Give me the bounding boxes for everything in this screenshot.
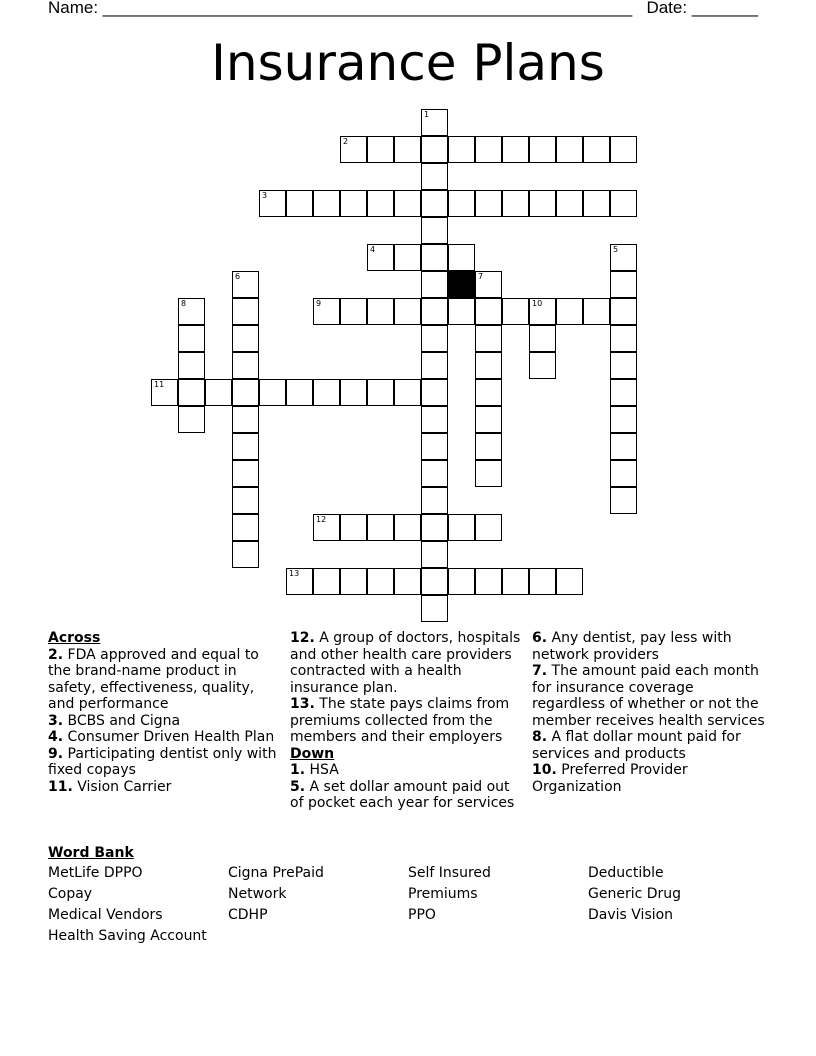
crossword-cell[interactable] [610, 460, 637, 487]
crossword-cell[interactable] [313, 379, 340, 406]
crossword-cell[interactable] [421, 190, 448, 217]
word-bank-item: MetLife DPPO [48, 865, 143, 881]
crossword-cell[interactable] [610, 325, 637, 352]
crossword-cell[interactable] [421, 406, 448, 433]
crossword-cell[interactable] [313, 568, 340, 595]
crossword-cell[interactable] [178, 379, 205, 406]
crossword-cell[interactable] [340, 190, 367, 217]
crossword-cell[interactable] [610, 244, 637, 271]
crossword-cell[interactable] [394, 298, 421, 325]
crossword-cell[interactable] [151, 379, 178, 406]
crossword-cell[interactable] [529, 136, 556, 163]
crossword-cell[interactable] [421, 460, 448, 487]
crossword-cell[interactable] [394, 136, 421, 163]
crossword-cell[interactable] [178, 298, 205, 325]
crossword-cell[interactable] [502, 568, 529, 595]
crossword-cell[interactable] [367, 244, 394, 271]
crossword-cell[interactable] [529, 325, 556, 352]
word-bank-item: Medical Vendors [48, 907, 163, 923]
clue-column-1 [48, 630, 280, 795]
crossword-cell[interactable] [232, 433, 259, 460]
crossword-cell[interactable] [394, 244, 421, 271]
crossword-cell[interactable] [448, 514, 475, 541]
crossword-cell[interactable] [475, 379, 502, 406]
word-bank-item: Cigna PrePaid [228, 865, 324, 881]
crossword-cell[interactable] [232, 460, 259, 487]
crossword-cell[interactable] [610, 487, 637, 514]
crossword-cell[interactable] [421, 379, 448, 406]
crossword-cell[interactable] [421, 514, 448, 541]
crossword-cell[interactable] [475, 514, 502, 541]
crossword-cell[interactable] [421, 487, 448, 514]
crossword-cell[interactable] [448, 298, 475, 325]
cell-number: 3 [262, 191, 268, 200]
crossword-cell[interactable] [421, 352, 448, 379]
crossword-cell[interactable] [610, 406, 637, 433]
date-field-label: Date: _______ [646, 0, 758, 17]
crossword-cell[interactable] [178, 325, 205, 352]
crossword-cell[interactable] [205, 379, 232, 406]
clue-column-2 [290, 630, 526, 812]
crossword-cell[interactable] [556, 136, 583, 163]
crossword-cell[interactable] [286, 379, 313, 406]
crossword-cell[interactable] [313, 298, 340, 325]
crossword-cell[interactable] [421, 298, 448, 325]
crossword-cell[interactable] [367, 298, 394, 325]
crossword-cell[interactable] [421, 136, 448, 163]
crossword-cell[interactable] [259, 190, 286, 217]
crossword-cell[interactable] [475, 190, 502, 217]
crossword-cell[interactable] [421, 568, 448, 595]
name-field-label: Name: ________________________________________________________ [48, 0, 633, 17]
cell-number: 5 [613, 245, 619, 254]
crossword-cell[interactable] [394, 514, 421, 541]
crossword-cell[interactable] [232, 271, 259, 298]
puzzle-title: Insurance Plans [211, 34, 605, 92]
word-bank-item: Davis Vision [588, 907, 674, 923]
word-bank-item: Health Saving Account [48, 928, 207, 944]
word-bank-item: Deductible [588, 865, 664, 881]
clue-across-11: 11. Vision Carrier [48, 778, 172, 795]
crossword-cell[interactable] [232, 325, 259, 352]
crossword-cell[interactable] [232, 352, 259, 379]
clue-across-13: 13. The state pays claims from premiums collected from the members and their employers [290, 696, 510, 745]
clue-across-3: 3. BCBS and Cigna [48, 712, 181, 729]
clue-down-6: 6. Any dentist, pay less with network providers [532, 630, 732, 663]
cell-number: 8 [181, 299, 187, 308]
crossword-cell[interactable] [232, 406, 259, 433]
clue-across-4: 4. Consumer Driven Health Plan [48, 729, 275, 745]
crossword-cell[interactable] [313, 190, 340, 217]
crossword-cell[interactable] [421, 325, 448, 352]
crossword-cell[interactable] [610, 352, 637, 379]
crossword-cell[interactable] [502, 136, 529, 163]
crossword-cell[interactable] [340, 568, 367, 595]
crossword-cell[interactable] [421, 595, 448, 622]
crossword-cell[interactable] [340, 514, 367, 541]
crossword-cell[interactable] [529, 352, 556, 379]
clue-down-8: 8. A flat dollar mount paid for services and products [532, 729, 741, 762]
crossword-cell[interactable] [259, 379, 286, 406]
crossword-cell[interactable] [421, 271, 448, 298]
crossword-cell[interactable] [232, 298, 259, 325]
crossword-cell[interactable] [502, 298, 529, 325]
crossword-cell[interactable] [394, 379, 421, 406]
crossword-cell[interactable] [529, 190, 556, 217]
crossword-cell[interactable] [421, 433, 448, 460]
crossword-cell[interactable] [502, 190, 529, 217]
word-bank-item: Generic Drug [588, 886, 682, 902]
crossword-cell[interactable] [475, 568, 502, 595]
crossword-cell[interactable] [367, 190, 394, 217]
crossword-cell[interactable] [367, 136, 394, 163]
crossword-cell[interactable] [610, 136, 637, 163]
down-heading: Down [290, 745, 335, 762]
cell-number: 9 [316, 299, 322, 308]
cell-number: 11 [154, 380, 165, 389]
word-bank-item: PPO [408, 907, 436, 923]
cell-number: 6 [235, 272, 241, 281]
cell-number: 2 [343, 137, 349, 146]
word-bank-item: Network [228, 886, 287, 902]
crossword-cell[interactable] [610, 379, 637, 406]
crossword-cell[interactable] [421, 244, 448, 271]
crossword-cell[interactable] [475, 352, 502, 379]
crossword-cell[interactable] [556, 568, 583, 595]
crossword-cell[interactable] [448, 190, 475, 217]
crossword-cell[interactable] [556, 190, 583, 217]
crossword-cell[interactable] [340, 136, 367, 163]
crossword-cell[interactable] [394, 190, 421, 217]
black-square [448, 271, 475, 298]
cell-number: 10 [532, 299, 543, 308]
clue-across-9: 9. Participating dentist only with fixed copays [48, 745, 277, 778]
word-bank-item: Copay [48, 886, 93, 902]
crossword-cell[interactable] [448, 136, 475, 163]
crossword-cell[interactable] [475, 271, 502, 298]
crossword-cell[interactable] [286, 190, 313, 217]
crossword-cell[interactable] [367, 568, 394, 595]
cell-number: 7 [478, 272, 484, 281]
word-bank-item: Premiums [408, 886, 478, 902]
crossword-cell[interactable] [286, 568, 313, 595]
clue-across-2: 2. FDA approved and equal to the brand-name product in safety, effectiveness, quality, and performance [48, 646, 259, 712]
crossword-cell[interactable] [448, 568, 475, 595]
crossword-cell[interactable] [529, 298, 556, 325]
cell-number: 4 [370, 245, 376, 254]
crossword-cell[interactable] [367, 379, 394, 406]
word-bank-title: Word Bank [48, 845, 134, 861]
crossword-cell[interactable] [340, 298, 367, 325]
crossword-cell[interactable] [178, 406, 205, 433]
word-bank-item: Self Insured [408, 865, 491, 881]
cell-number: 13 [289, 569, 300, 578]
clue-column-3 [532, 630, 768, 795]
clue-down-7: 7. The amount paid each month for insurance coverage regardless of whether or not the member receives health services [532, 663, 765, 729]
clue-down-1: 1. HSA [290, 762, 339, 778]
clue-across-12: 12. A group of doctors, hospitals and other health care providers contracted with a health insurance plan. [290, 630, 521, 696]
cell-number: 12 [316, 515, 327, 524]
cell-number: 1 [424, 110, 430, 119]
crossword-cell[interactable] [475, 460, 502, 487]
crossword-cell[interactable] [610, 190, 637, 217]
crossword-cell[interactable] [610, 433, 637, 460]
crossword-cell[interactable] [421, 217, 448, 244]
crossword-cell[interactable] [367, 514, 394, 541]
crossword-cell[interactable] [529, 568, 556, 595]
crossword-cell[interactable] [394, 568, 421, 595]
crossword-cell[interactable] [475, 406, 502, 433]
crossword-cell[interactable] [583, 190, 610, 217]
crossword-cell[interactable] [583, 136, 610, 163]
crossword-cell[interactable] [232, 541, 259, 568]
crossword-cell[interactable] [610, 271, 637, 298]
crossword-cell[interactable] [421, 109, 448, 136]
crossword-cell[interactable] [583, 298, 610, 325]
crossword-cell[interactable] [475, 433, 502, 460]
crossword-cell[interactable] [448, 244, 475, 271]
crossword-cell[interactable] [421, 163, 448, 190]
clue-down-10: 10. Preferred Provider Organization [532, 762, 688, 795]
crossword-cell[interactable] [556, 298, 583, 325]
crossword-cell[interactable] [421, 541, 448, 568]
word-bank-list [48, 865, 768, 944]
crossword-cell[interactable] [475, 325, 502, 352]
crossword-cell[interactable] [313, 514, 340, 541]
crossword-cell[interactable] [232, 514, 259, 541]
clue-down-5: 5. A set dollar amount paid out of pocket each year for services [290, 778, 515, 811]
word-bank-item: CDHP [228, 907, 268, 923]
word-bank [48, 845, 768, 944]
across-heading: Across [48, 630, 101, 646]
crossword-cell[interactable] [475, 298, 502, 325]
crossword-cell[interactable] [232, 379, 259, 406]
crossword-cell[interactable] [232, 487, 259, 514]
crossword-cell[interactable] [475, 136, 502, 163]
crossword-cell[interactable] [610, 298, 637, 325]
crossword-cell[interactable] [340, 379, 367, 406]
crossword-cell[interactable] [178, 352, 205, 379]
